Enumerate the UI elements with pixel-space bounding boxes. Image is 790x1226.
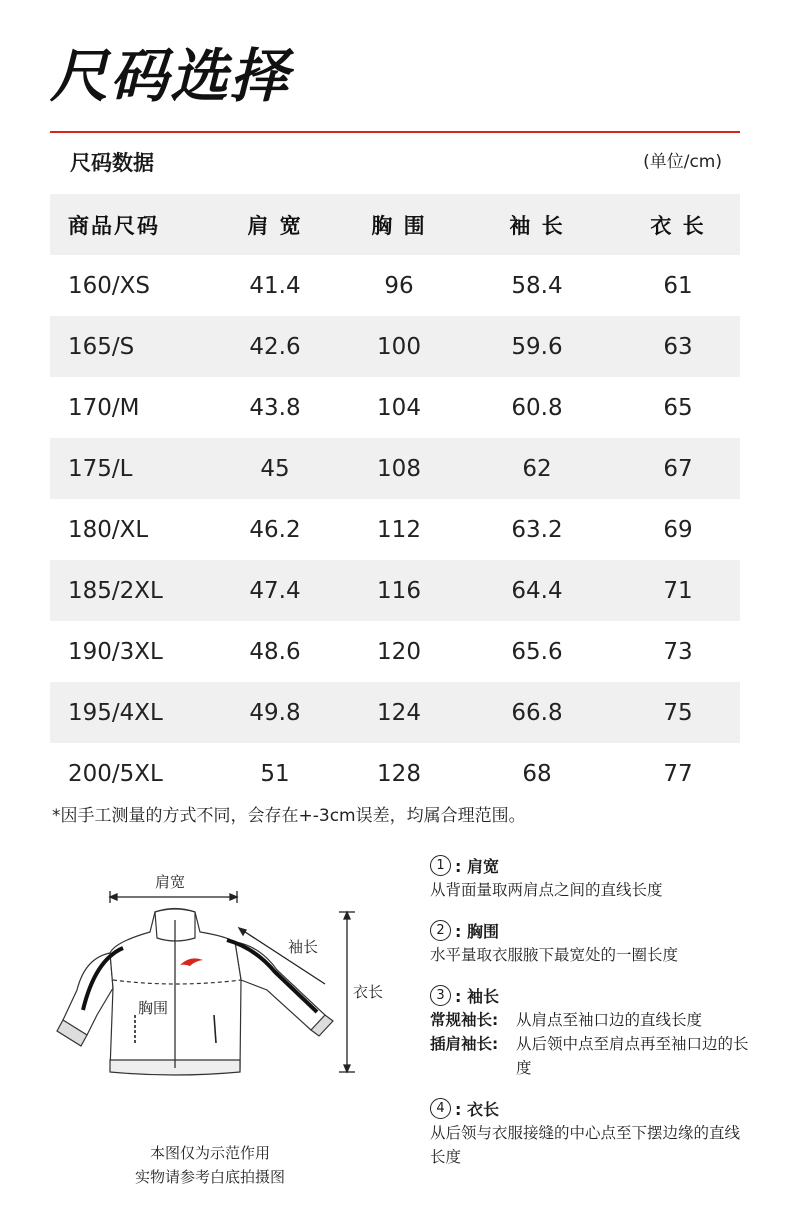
definition-text: 从背面量取两肩点之间的直线长度 bbox=[430, 881, 663, 899]
caption-line-1: 本图仅为示范作用 bbox=[149, 1144, 270, 1162]
definition-chest: 2 : 胸围 水平量取衣服腋下最宽处的一圈长度 bbox=[430, 917, 750, 967]
cell-size: 180/XL bbox=[68, 516, 149, 543]
cell-shoulder: 47.4 bbox=[249, 577, 301, 604]
cell-sleeve: 65.6 bbox=[511, 638, 563, 665]
cell-chest: 120 bbox=[377, 638, 421, 665]
cell-size: 200/5XL bbox=[68, 760, 163, 787]
cell-sleeve: 64.4 bbox=[511, 577, 563, 604]
cell-chest: 104 bbox=[377, 394, 421, 421]
cell-chest: 124 bbox=[377, 699, 421, 726]
definition-sleeve: 3 : 袖长 常规袖长: 从肩点至袖口边的直线长度 插肩袖长: 从后领中点至肩点再至袖口边的长度 bbox=[430, 982, 750, 1080]
cell-size: 175/L bbox=[68, 455, 133, 482]
table-row bbox=[50, 743, 740, 804]
definition-length: 4 : 衣长 从后领与衣服接缝的中心点至下摆边缘的直线长度 bbox=[430, 1095, 750, 1169]
cell-size: 190/3XL bbox=[68, 638, 163, 665]
table-row bbox=[50, 499, 740, 560]
shoulder-arrow bbox=[110, 891, 237, 903]
number-2-icon: 2 bbox=[430, 920, 451, 941]
size-data-label: 尺码数据 bbox=[70, 151, 154, 175]
cell-size: 185/2XL bbox=[68, 577, 163, 604]
jacket-shape bbox=[57, 909, 333, 1076]
length-label: 衣长 bbox=[353, 983, 384, 1001]
caption-line-2: 实物请参考白底拍摄图 bbox=[134, 1168, 285, 1186]
table-row bbox=[50, 377, 740, 438]
table-row bbox=[50, 682, 740, 743]
figure-caption bbox=[95, 1141, 325, 1189]
cell-length: 69 bbox=[663, 516, 693, 543]
cell-length: 73 bbox=[663, 638, 693, 665]
cell-size: 195/4XL bbox=[68, 699, 163, 726]
page-title: 尺码选择 bbox=[50, 42, 291, 110]
header-cell-size: 商品尺码 bbox=[68, 213, 160, 238]
cell-size: 160/XS bbox=[68, 272, 151, 299]
cell-length: 61 bbox=[663, 272, 693, 299]
cell-sleeve: 58.4 bbox=[511, 272, 563, 299]
cell-shoulder: 46.2 bbox=[249, 516, 301, 543]
cell-chest: 128 bbox=[377, 760, 421, 787]
table-header-row bbox=[50, 194, 740, 255]
cell-sleeve: 63.2 bbox=[511, 516, 563, 543]
number-1-icon: 1 bbox=[430, 855, 451, 876]
definition-title: 袖长 bbox=[466, 986, 499, 1006]
measurement-definitions bbox=[430, 852, 750, 1184]
title-divider bbox=[50, 131, 740, 133]
definition-title: 胸围 bbox=[466, 921, 499, 941]
definition-shoulder: 1 : 肩宽 从背面量取两肩点之间的直线长度 bbox=[430, 852, 750, 902]
shoulder-label: 肩宽 bbox=[155, 873, 186, 891]
header-cell-shoulder: 肩 宽 bbox=[247, 213, 303, 238]
cell-sleeve: 62 bbox=[522, 455, 552, 482]
cell-shoulder: 41.4 bbox=[249, 272, 301, 299]
cell-sleeve: 59.6 bbox=[511, 333, 563, 360]
raglan-sleeve-text: 从后领中点至肩点再至袖口边的长度 bbox=[516, 1035, 749, 1077]
size-table bbox=[50, 194, 740, 804]
chest-label: 胸围 bbox=[138, 999, 169, 1017]
cell-shoulder: 43.8 bbox=[249, 394, 301, 421]
cell-shoulder: 51 bbox=[260, 760, 290, 787]
cell-length: 77 bbox=[663, 760, 693, 787]
header-cell-sleeve: 袖 长 bbox=[509, 213, 565, 238]
table-row bbox=[50, 255, 740, 316]
definition-title: 衣长 bbox=[466, 1099, 499, 1119]
jacket-illustration bbox=[55, 860, 395, 1100]
definition-title: 肩宽 bbox=[466, 856, 499, 876]
cell-sleeve: 66.8 bbox=[511, 699, 563, 726]
cell-chest: 116 bbox=[377, 577, 421, 604]
header-cell-length: 衣 长 bbox=[650, 213, 706, 238]
sleeve-label: 袖长 bbox=[288, 938, 319, 956]
cell-sleeve: 60.8 bbox=[511, 394, 563, 421]
cell-length: 65 bbox=[663, 394, 693, 421]
jacket-diagram bbox=[55, 860, 395, 1100]
cell-chest: 96 bbox=[384, 272, 414, 299]
regular-sleeve-label: 常规袖长: bbox=[430, 1011, 499, 1029]
cell-shoulder: 49.8 bbox=[249, 699, 301, 726]
measurement-footnote: *因手工测量的方式不同，会存在+-3cm误差，均属合理范围。 bbox=[52, 806, 526, 826]
cell-length: 71 bbox=[663, 577, 693, 604]
table-row bbox=[50, 438, 740, 499]
number-4-icon: 4 bbox=[430, 1098, 451, 1119]
table-row bbox=[50, 621, 740, 682]
cell-sleeve: 68 bbox=[522, 760, 552, 787]
definition-text: 从后领与衣服接缝的中心点至下摆边缘的直线长度 bbox=[430, 1124, 741, 1166]
raglan-sleeve-row bbox=[430, 1032, 750, 1080]
definition-text: 水平量取衣服腋下最宽处的一圈长度 bbox=[430, 946, 679, 964]
number-3-icon: 3 bbox=[430, 985, 451, 1006]
regular-sleeve-text: 从肩点至袖口边的直线长度 bbox=[516, 1011, 703, 1029]
raglan-sleeve-label: 插肩袖长: bbox=[430, 1035, 499, 1053]
cell-size: 170/M bbox=[68, 394, 140, 421]
cell-length: 67 bbox=[663, 455, 693, 482]
cell-shoulder: 48.6 bbox=[249, 638, 301, 665]
unit-label: (单位/cm) bbox=[643, 152, 722, 172]
regular-sleeve-row bbox=[430, 1008, 750, 1032]
cell-chest: 108 bbox=[377, 455, 421, 482]
cell-chest: 100 bbox=[377, 333, 421, 360]
cell-shoulder: 45 bbox=[260, 455, 290, 482]
cell-chest: 112 bbox=[377, 516, 421, 543]
cell-length: 75 bbox=[663, 699, 693, 726]
header-cell-chest: 胸 围 bbox=[371, 213, 427, 238]
cell-size: 165/S bbox=[68, 333, 135, 360]
cell-shoulder: 42.6 bbox=[249, 333, 301, 360]
table-row bbox=[50, 560, 740, 621]
table-row bbox=[50, 316, 740, 377]
cell-length: 63 bbox=[663, 333, 693, 360]
